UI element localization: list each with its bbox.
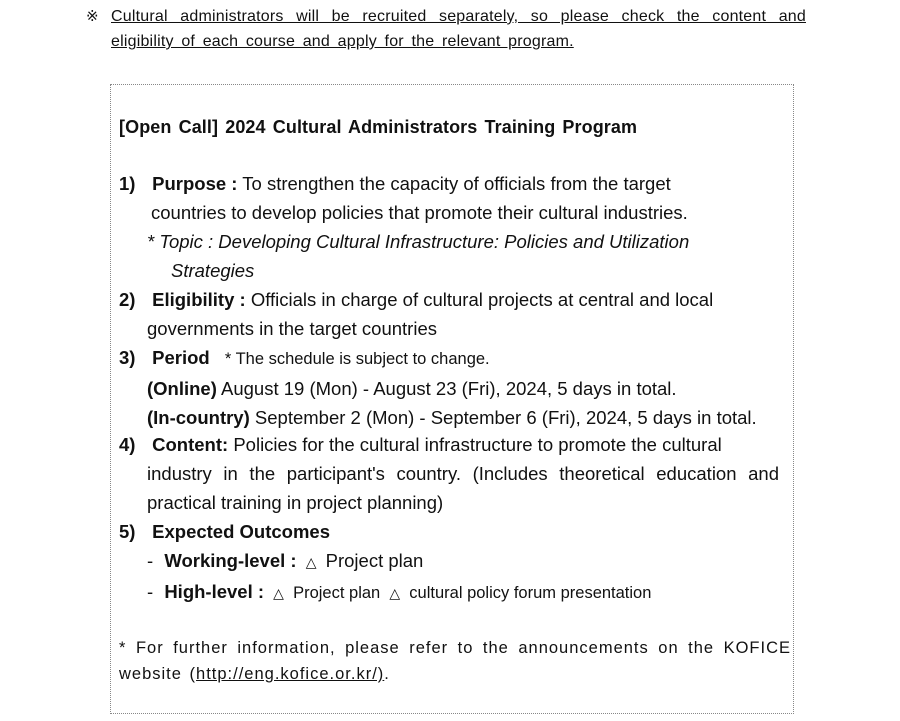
- working-level-item: [147, 546, 651, 577]
- content-text-line1: Policies for the cultural infrastructure to promote the cultural: [233, 434, 722, 455]
- further-info-footnote: [119, 635, 791, 687]
- working-level-label: Working-level :: [164, 550, 297, 571]
- period-note: * The schedule is subject to change.: [224, 350, 490, 368]
- period-number: 3): [119, 347, 136, 368]
- purpose-label: Purpose :: [152, 173, 238, 194]
- footnote-star: *: [119, 639, 127, 657]
- outcomes-number: 5): [119, 521, 136, 542]
- incountry-label: (In-country): [147, 407, 250, 428]
- purpose-section: [119, 169, 779, 285]
- purpose-topic-line1: * Topic : Developing Cultural Infrastructure: Policies and Utilization: [147, 231, 690, 252]
- working-level-text: Project plan: [325, 550, 424, 571]
- content-text-line3: practical training in project planning): [147, 492, 444, 513]
- purpose-text-line1: To strengthen the capacity of officials from the target: [242, 173, 671, 194]
- footnote-end: .: [384, 665, 390, 683]
- recruitment-notice: [86, 4, 806, 54]
- eligibility-text-line1: Officials in charge of cultural projects at central and local: [250, 289, 714, 310]
- content-label: Content:: [152, 434, 229, 455]
- content-text-line2: industry in the participant's country. (Includes theoretical education and: [147, 463, 779, 484]
- kofice-website-link[interactable]: http://eng.kofice.or.kr/): [196, 665, 385, 683]
- notice-text: Cultural administrators will be recruited separately, so please check the content and eligibility of each course and apply for the relevant program.: [111, 8, 806, 50]
- period-section: [119, 343, 757, 432]
- outcomes-label: Expected Outcomes: [152, 521, 331, 542]
- online-dates: August 19 (Mon) - August 23 (Fri), 2024, 5 days in total.: [221, 378, 677, 399]
- online-label: (Online): [147, 378, 217, 399]
- program-announcement-box: [110, 84, 794, 714]
- purpose-topic-line2: Strategies: [171, 260, 255, 281]
- high-level-item: [147, 577, 651, 608]
- content-number: 4): [119, 434, 136, 455]
- bullet-dash: -: [147, 550, 154, 571]
- eligibility-section: [119, 285, 779, 343]
- outcomes-section: [119, 517, 651, 608]
- high-level-label: High-level :: [164, 581, 265, 602]
- triangle-icon: △: [273, 585, 284, 601]
- high-level-text2a: cultural policy forum presentation: [409, 584, 652, 602]
- incountry-dates: September 2 (Mon) - September 6 (Fri), 2024, 5 days in total.: [254, 407, 757, 428]
- purpose-number: 1): [119, 173, 136, 194]
- purpose-text-line2: countries to develop policies that promote their cultural industries.: [151, 202, 688, 223]
- eligibility-text-line2: governments in the target countries: [147, 318, 437, 339]
- eligibility-number: 2): [119, 289, 136, 310]
- triangle-icon: △: [305, 554, 317, 570]
- eligibility-label: Eligibility :: [152, 289, 246, 310]
- high-level-text1: Project plan: [293, 584, 381, 602]
- triangle-icon: △: [389, 585, 401, 601]
- period-label: Period: [152, 347, 210, 368]
- reference-mark: ※: [86, 8, 99, 25]
- content-section: [119, 430, 779, 517]
- program-title: [Open Call] 2024 Cultural Administrators Training Program: [119, 117, 638, 137]
- footnote-text: For further information, please refer to the announcements on the KOFICE website (: [119, 639, 791, 683]
- bullet-dash: -: [147, 581, 154, 602]
